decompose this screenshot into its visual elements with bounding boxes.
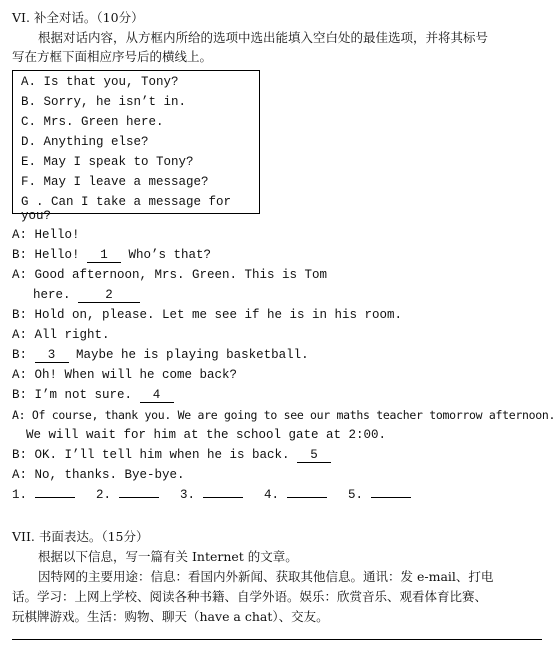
option-g: G . Can I take a message for you? bbox=[21, 195, 232, 223]
option-c: C. Mrs. Green here. bbox=[21, 115, 164, 129]
option-d: D. Anything else? bbox=[21, 135, 149, 149]
answer-5-line[interactable] bbox=[371, 497, 411, 498]
option-a: A. Is that you, Tony? bbox=[21, 75, 179, 89]
dialogue-line-9 bbox=[12, 388, 174, 403]
dialogue-line-7 bbox=[12, 348, 309, 363]
answer-4-line[interactable] bbox=[287, 497, 327, 498]
dialogue-line-6: A: All right. bbox=[12, 328, 110, 342]
dialogue-line-10: A: Of course, thank you. We are going to see our maths teacher tomorrow afternoon. bbox=[12, 408, 556, 422]
option-e: E. May I speak to Tony? bbox=[21, 155, 194, 169]
section-7-heading: VII. 书面表达。（15分） bbox=[12, 529, 149, 544]
blank-4: 4 bbox=[140, 388, 174, 403]
dialogue-line-8: A: Oh! When will he come back? bbox=[12, 368, 238, 382]
dialogue-line-13: A: No, thanks. Bye-bye. bbox=[12, 468, 185, 482]
dialogue-line-2 bbox=[12, 248, 211, 263]
answer-3-label: 3. bbox=[180, 488, 196, 502]
dialogue-line-1: A: Hello! bbox=[12, 228, 80, 242]
blank-1: 1 bbox=[87, 248, 121, 263]
dialogue-line-12 bbox=[12, 448, 331, 463]
answer-3 bbox=[180, 488, 243, 502]
dialogue-line-12-text: B: OK. I’ll tell him when he is back. bbox=[12, 448, 290, 462]
section-6-instruction-line-2: 写在方框下面相应序号后的横线上。 bbox=[12, 49, 213, 64]
dialogue-line-2-text: B: Hello! bbox=[12, 248, 80, 262]
writing-line[interactable] bbox=[12, 639, 542, 640]
section-7-paragraph-1: 根据以下信息，写一篇有关 Internet 的文章。 bbox=[38, 549, 298, 564]
answer-3-line[interactable] bbox=[203, 497, 243, 498]
blank-3: 3 bbox=[35, 348, 69, 363]
dialogue-line-11: We will wait for him at the school gate at 2:00. bbox=[26, 428, 387, 442]
answer-2-line[interactable] bbox=[119, 497, 159, 498]
dialogue-line-3: A: Good afternoon, Mrs. Green. This is Tom bbox=[12, 268, 328, 282]
blank-2: 2 bbox=[78, 288, 140, 303]
section-7-paragraph-2-line-2: 话。学习：上网上学校、阅读各种书籍、自学外语。娱乐：欣赏音乐、观看体育比赛、 bbox=[12, 589, 488, 604]
dialogue-line-2-post: Who’s that? bbox=[128, 248, 212, 262]
answer-4 bbox=[264, 488, 327, 502]
dialogue-line-4-text: here. bbox=[33, 288, 71, 302]
section-7-paragraph-2-line-1: 因特网的主要用途：信息：看国内外新闻、获取其他信息。通讯：发 e-mail、打电 bbox=[38, 569, 494, 584]
blank-5: 5 bbox=[297, 448, 331, 463]
option-f: F. May I leave a message? bbox=[21, 175, 209, 189]
answer-5 bbox=[348, 488, 411, 502]
section-6-instruction-line-1: 根据对话内容，从方框内所给的选项中选出能填入空白处的最佳选项，并将其标号 bbox=[38, 30, 489, 45]
answer-5-label: 5. bbox=[348, 488, 364, 502]
answer-1 bbox=[12, 488, 75, 502]
section-6-heading: VI. 补全对话。（10分） bbox=[12, 10, 144, 25]
options-box bbox=[12, 70, 260, 223]
answer-4-label: 4. bbox=[264, 488, 280, 502]
answer-2 bbox=[96, 488, 159, 502]
answer-1-label: 1. bbox=[12, 488, 28, 502]
answer-1-line[interactable] bbox=[35, 497, 75, 498]
dialogue-line-5: B: Hold on, please. Let me see if he is in his room. bbox=[12, 308, 403, 322]
dialogue-line-4 bbox=[33, 288, 140, 303]
dialogue-line-7-post: Maybe he is playing basketball. bbox=[76, 348, 309, 362]
answer-2-label: 2. bbox=[96, 488, 112, 502]
section-7-paragraph-2-line-3: 玩棋牌游戏。生活：购物、聊天（have a chat）、交友。 bbox=[12, 609, 329, 624]
dialogue-line-9-text: B: I’m not sure. bbox=[12, 388, 133, 402]
option-b: B. Sorry, he isn’t in. bbox=[21, 95, 187, 109]
dialogue-line-7-text: B: bbox=[12, 348, 28, 362]
